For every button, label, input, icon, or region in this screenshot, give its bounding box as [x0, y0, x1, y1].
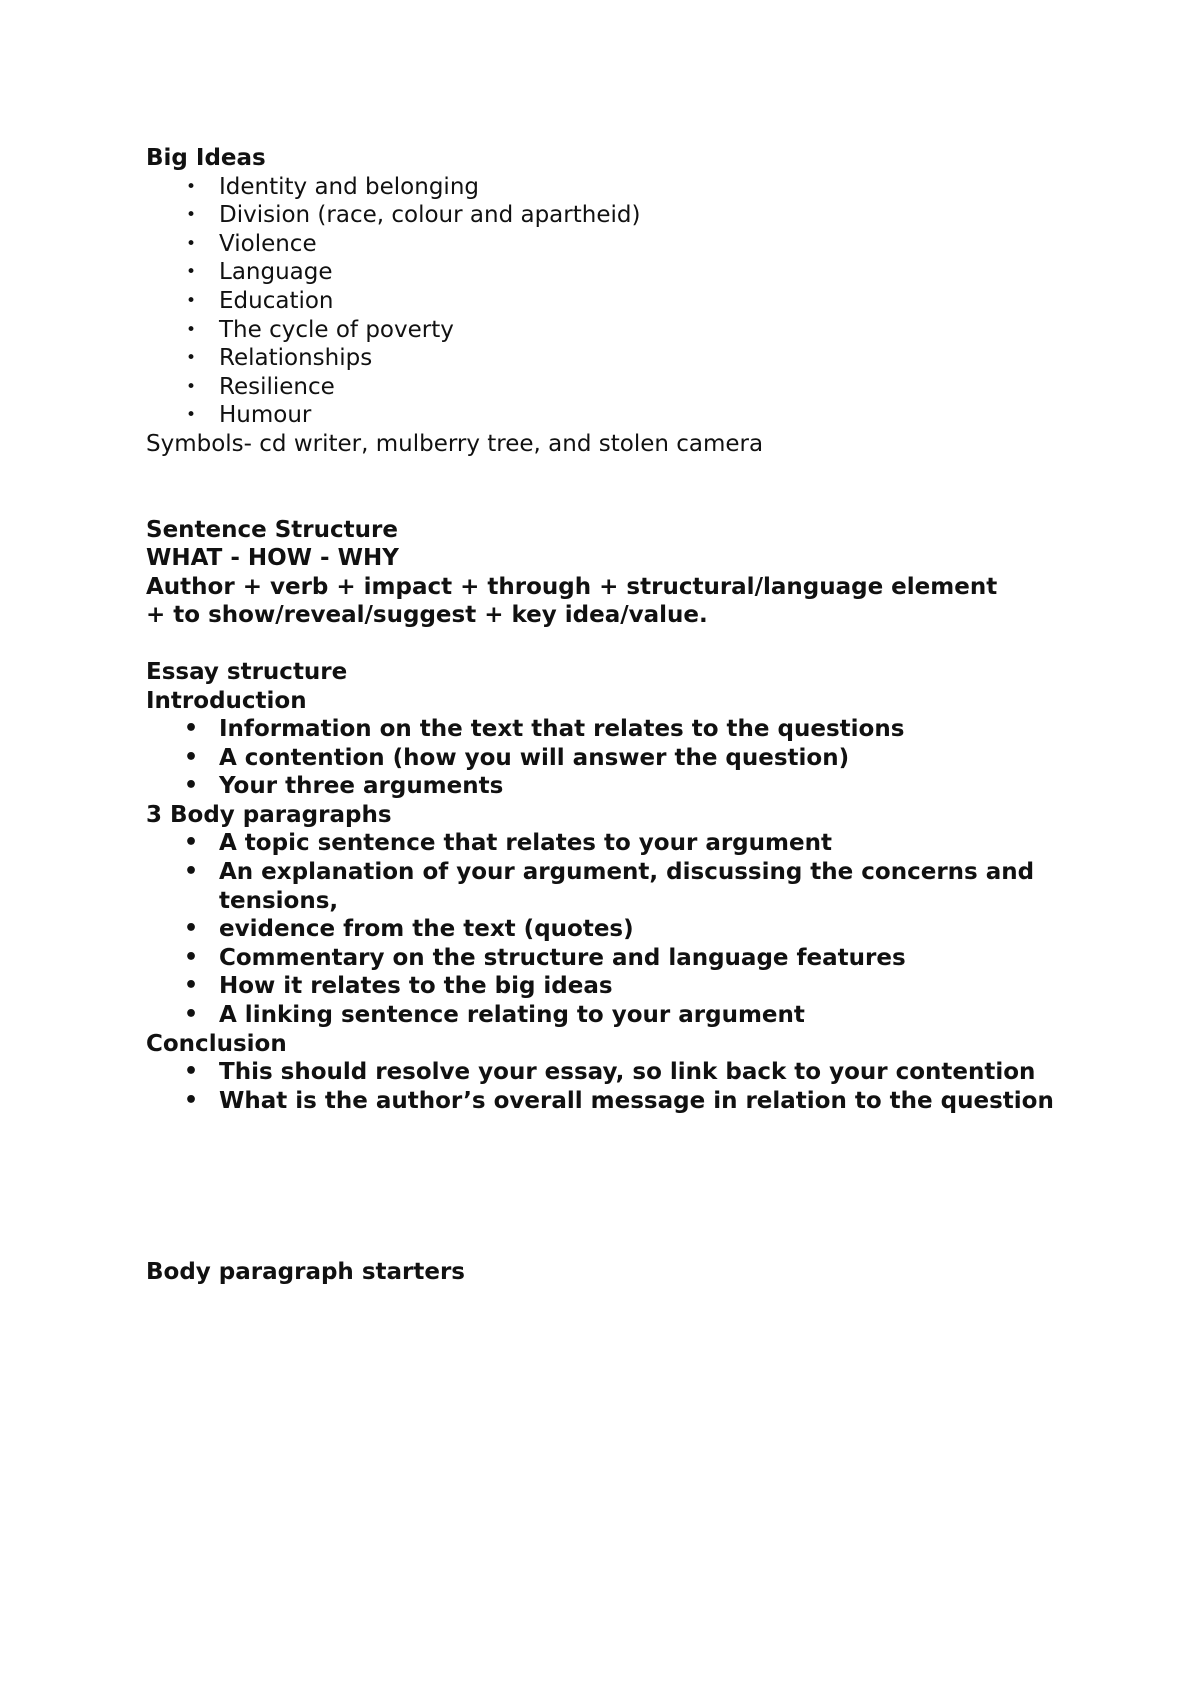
list-item: • How it relates to the big ideas — [184, 973, 613, 1000]
introduction-heading: Introduction — [146, 687, 307, 714]
big-ideas-heading: Big Ideas — [146, 145, 266, 171]
list-item: • A contention (how you will answer the question) — [184, 744, 850, 771]
bullet-icon: • — [184, 944, 199, 970]
bullet-icon: • — [184, 716, 199, 742]
list-item: • This should resolve your essay, so link back to your contention — [184, 1059, 1036, 1086]
bullet-icon: • — [186, 205, 197, 226]
sentence-structure-line-3: + to show/reveal/suggest + key idea/value. — [146, 602, 708, 629]
bullet-icon: • — [186, 376, 197, 397]
bullet-icon: • — [184, 1059, 199, 1085]
list-item: • evidence from the text (quotes) — [184, 916, 634, 943]
sentence-structure-line-1: WHAT - HOW - WHY — [146, 545, 399, 572]
body-paragraphs-list — [146, 829, 1066, 1029]
big-ideas-list — [146, 173, 1066, 430]
essay-structure-heading: Essay structure — [146, 658, 348, 685]
document-content — [146, 144, 1066, 1287]
spacer — [146, 1115, 1066, 1258]
list-item: • Commentary on the structure and language features — [184, 944, 906, 971]
list-item: • Language — [186, 259, 333, 286]
list-item: • A topic sentence that relates to your argument — [184, 830, 832, 857]
list-item: • Information on the text that relates to the questions — [184, 716, 905, 743]
bullet-icon: • — [184, 830, 199, 856]
bullet-icon: • — [186, 290, 197, 311]
bullet-icon: • — [186, 233, 197, 254]
bullet-icon: • — [184, 773, 199, 799]
introduction-list — [146, 715, 1066, 801]
bullet-icon: • — [184, 916, 199, 942]
bullet-icon: • — [184, 1087, 199, 1113]
conclusion-heading: Conclusion — [146, 1030, 287, 1057]
list-item: • What is the author’s overall message in relation to the question — [184, 1087, 1054, 1114]
list-item: • Your three arguments — [184, 773, 504, 800]
list-item: • Division (race, colour and apartheid) — [186, 202, 641, 229]
list-item: • Resilience — [186, 373, 335, 400]
bullet-icon: • — [184, 744, 199, 770]
spacer — [146, 459, 1066, 516]
bullet-icon: • — [186, 319, 197, 340]
list-item: • Violence — [186, 230, 317, 257]
list-item: • Education — [186, 287, 334, 314]
spacer — [146, 630, 1066, 658]
bullet-icon: • — [186, 348, 197, 369]
list-item: • Humour — [186, 402, 312, 429]
body-paragraphs-heading: 3 Body paragraphs — [146, 801, 392, 828]
bullet-icon: • — [184, 973, 199, 999]
list-item: • Identity and belonging — [186, 173, 479, 200]
bullet-icon: • — [186, 262, 197, 283]
bullet-icon: • — [184, 859, 199, 885]
conclusion-list — [146, 1058, 1066, 1115]
list-item: • The cycle of poverty — [186, 316, 454, 343]
list-item: • Relationships — [186, 345, 373, 372]
sentence-structure-heading: Sentence Structure — [146, 516, 398, 543]
list-item: • A linking sentence relating to your argument — [184, 1002, 805, 1029]
body-paragraph-starters-heading: Body paragraph starters — [146, 1259, 465, 1286]
bullet-icon: • — [186, 405, 197, 426]
bullet-icon: • — [184, 1002, 199, 1028]
sentence-structure-line-2: Author + verb + impact + through + structural/language element — [146, 573, 998, 600]
symbols-line: Symbols- cd writer, mulberry tree, and stolen camera — [146, 430, 764, 457]
bullet-icon: • — [186, 176, 197, 197]
list-item: • An explanation of your argument, discussing the concerns and tensions, — [184, 859, 1035, 914]
